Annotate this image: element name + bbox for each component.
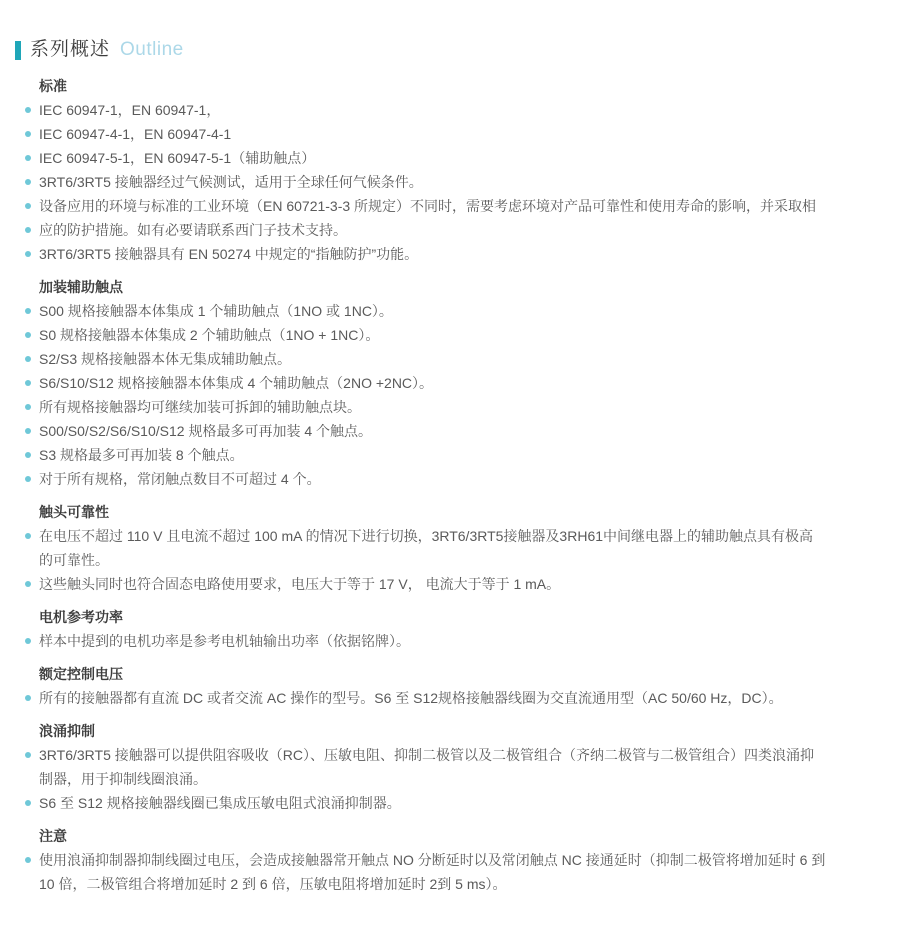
bullet-icon — [25, 380, 31, 386]
section-heading: 注意 — [39, 828, 67, 844]
list-item-text: 样本中提到的电机功率是参考电机轴输出功率（依据铭牌）。 — [39, 633, 410, 649]
list-item-text: 所有规格接触器均可继续加装可拆卸的辅助触点块。 — [39, 399, 361, 415]
section-heading: 触头可靠性 — [39, 504, 109, 520]
list-item-text: S00/S0/S2/S6/S10/S12 规格最多可再加装 4 个触点。 — [39, 423, 373, 439]
section-heading: 额定控制电压 — [39, 666, 123, 682]
list-item — [0, 299, 900, 323]
list-item — [0, 548, 900, 572]
section — [0, 662, 900, 710]
list-item — [0, 443, 900, 467]
list-item — [0, 419, 900, 443]
list-item — [0, 122, 900, 146]
list-item-text: S6/S10/S12 规格接触器本体集成 4 个辅助触点（2NO +2NC）。 — [39, 375, 434, 391]
section — [0, 275, 900, 491]
list-item — [0, 371, 900, 395]
list-item — [0, 686, 900, 710]
page-header — [15, 38, 900, 62]
list-item — [0, 98, 900, 122]
list-item — [0, 572, 900, 596]
bullet-icon — [25, 476, 31, 482]
sections-container — [0, 74, 900, 896]
list-item — [0, 218, 900, 242]
bullet-icon — [25, 752, 31, 758]
bullet-icon — [25, 800, 31, 806]
list-item-text: S2/S3 规格接触器本体无集成辅助触点。 — [39, 351, 292, 367]
list-item-text: 制器，用于抑制线圈浪涌。 — [39, 771, 207, 787]
bullet-icon — [25, 155, 31, 161]
list-item — [0, 347, 900, 371]
list-item — [0, 170, 900, 194]
list-item — [0, 194, 900, 218]
page-title: 系列概述 — [30, 39, 111, 60]
section-heading: 标准 — [39, 78, 67, 94]
section — [0, 500, 900, 596]
list-item-text: S00 规格接触器本体集成 1 个辅助触点（1NO 或 1NC）。 — [39, 303, 393, 319]
list-item — [0, 629, 900, 653]
bullet-icon — [25, 533, 31, 539]
bullet-icon — [25, 203, 31, 209]
list-item — [0, 872, 900, 896]
list-item-text: 在电压不超过 110 V 且电流不超过 100 mA 的情况下进行切换，3RT6/3RT5接触器及3RH61中间继电器上的辅助触点具有极高 — [39, 528, 814, 544]
list-item-text: S6 至 S12 规格接触器线圈已集成压敏电阻式浪涌抑制器。 — [39, 795, 401, 811]
list-item — [0, 242, 900, 266]
bullet-icon — [25, 308, 31, 314]
list-item-text: 的可靠性。 — [39, 552, 109, 568]
bullet-icon — [25, 179, 31, 185]
bullet-icon — [25, 227, 31, 233]
bullet-icon — [25, 428, 31, 434]
list-item-text: 设备应用的环境与标准的工业环境（EN 60721-3-3 所规定）不同时，需要考虑环境对产品可靠性和使用寿命的影响，并采取相 — [39, 198, 817, 214]
section-heading: 浪涌抑制 — [39, 723, 95, 739]
list-item-text: IEC 60947-1，EN 60947-1， — [39, 102, 221, 118]
bullet-icon — [25, 332, 31, 338]
list-item-text: 使用浪涌抑制器抑制线圈过电压，会造成接触器常开触点 NO 分断延时以及常闭触点 NC 接通延时（抑制二极管将增加延时 6 到 — [39, 852, 826, 868]
list-item-text: 10 倍，二极管组合将增加延时 2 到 6 倍，压敏电阻将增加延时 2到 5 ms）。 — [39, 876, 507, 892]
list-item — [0, 395, 900, 419]
list-item-text: IEC 60947-4-1，EN 60947-4-1 — [39, 126, 232, 142]
list-item — [0, 791, 900, 815]
list-item — [0, 146, 900, 170]
list-item-text: 这些触头同时也符合固态电路使用要求，电压大于等于 17 V， 电流大于等于 1 mA。 — [39, 576, 561, 592]
bullet-icon — [25, 857, 31, 863]
bullet-icon — [25, 404, 31, 410]
accent-bar-icon — [15, 41, 21, 60]
list-item-text: 所有的接触器都有直流 DC 或者交流 AC 操作的型号。S6 至 S12规格接触器线圈为交直流通用型（AC 50/60 Hz，DC）。 — [39, 690, 783, 706]
list-item-text: 3RT6/3RT5 接触器可以提供阻容吸收（RC）、压敏电阻、抑制二极管以及二极管组合（齐纳二极管与二极管组合）四类浪涌抑 — [39, 747, 814, 763]
section — [0, 74, 900, 266]
list-item — [0, 743, 900, 767]
bullet-icon — [25, 356, 31, 362]
list-item-text: 3RT6/3RT5 接触器具有 EN 50274 中规定的“指触防护”功能。 — [39, 246, 419, 262]
bullet-icon — [25, 695, 31, 701]
list-item-text: S3 规格最多可再加装 8 个触点。 — [39, 447, 244, 463]
list-item — [0, 848, 900, 872]
list-item-text: S0 规格接触器本体集成 2 个辅助触点（1NO + 1NC）。 — [39, 327, 380, 343]
bullet-icon — [25, 251, 31, 257]
list-item-text: 应的防护措施。如有必要请联系西门子技术支持。 — [39, 222, 347, 238]
list-item — [0, 524, 900, 548]
list-item-text: IEC 60947-5-1，EN 60947-5-1（辅助触点） — [39, 150, 316, 166]
bullet-icon — [25, 638, 31, 644]
section — [0, 719, 900, 815]
list-item — [0, 323, 900, 347]
list-item-text: 3RT6/3RT5 接触器经过气候测试，适用于全球任何气候条件。 — [39, 174, 423, 190]
section-heading: 加装辅助触点 — [39, 279, 123, 295]
page-subtitle: Outline — [120, 39, 184, 60]
bullet-icon — [25, 581, 31, 587]
section-heading: 电机参考功率 — [39, 609, 123, 625]
bullet-icon — [25, 131, 31, 137]
bullet-icon — [25, 452, 31, 458]
list-item — [0, 467, 900, 491]
bullet-icon — [25, 107, 31, 113]
list-item — [0, 767, 900, 791]
section — [0, 824, 900, 896]
list-item-text: 对于所有规格，常闭触点数目不可超过 4 个。 — [39, 471, 321, 487]
section — [0, 605, 900, 653]
